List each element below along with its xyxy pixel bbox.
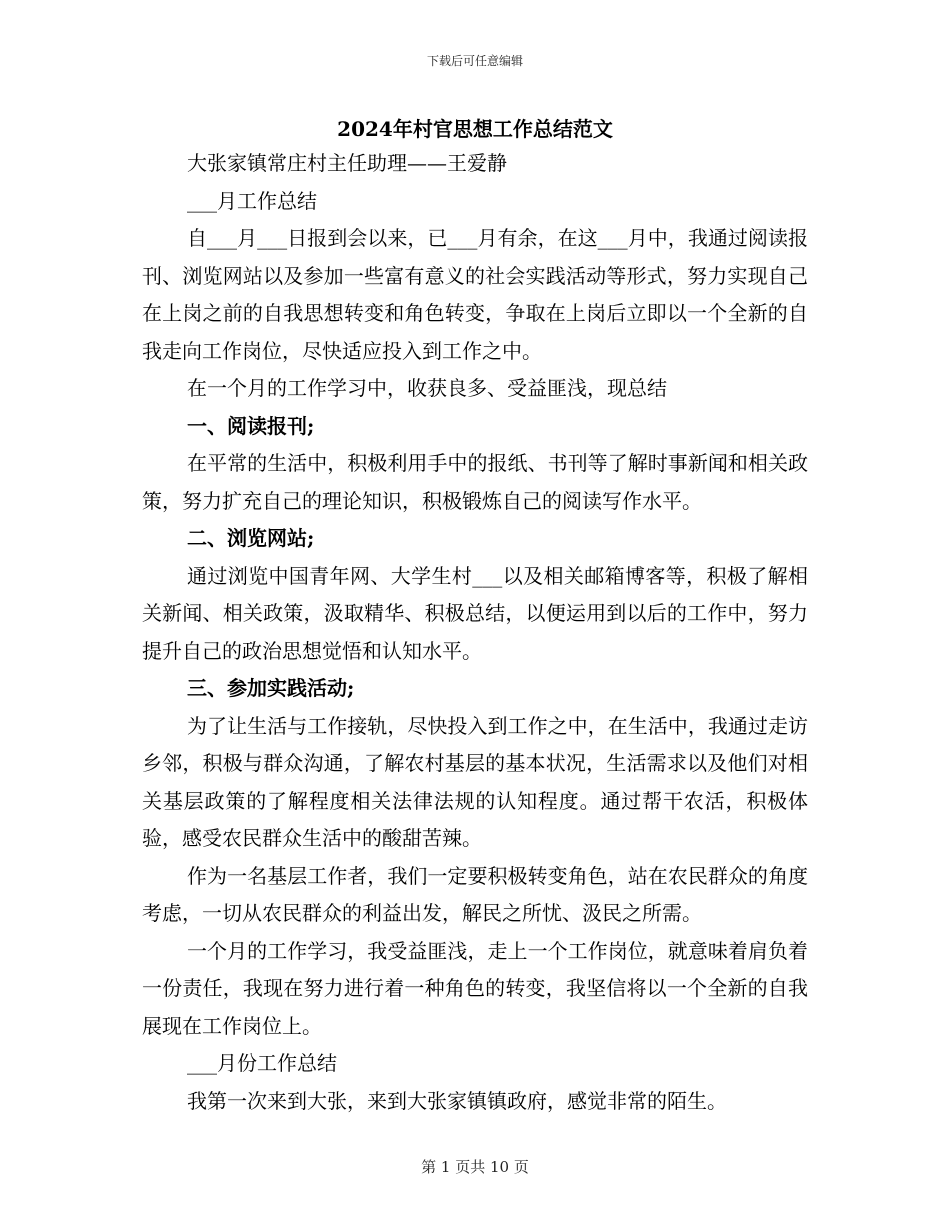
paragraph-role: 作为一名基层工作者，我们一定要积极转变角色，站在农民群众的角度考虑，一切从农民群众的利益出发，解民之所忧、汲民之所需。 [142,863,808,925]
document-title: 2024年村官思想工作总结范文 [337,117,613,141]
page-footer: 第 1 页共 10 页 [421,1158,529,1176]
paragraph-arrival: 我第一次来到大张，来到大张家镇镇政府，感觉非常的陌生。 [187,1088,727,1113]
paragraph-reading: 在平常的生活中，积极利用手中的报纸、书刊等了解时事新闻和相关政策，努力扩充自己的理论知识，积极锻炼自己的阅读写作水平。 [142,451,808,513]
heading-websites: 二、浏览网站; [187,526,315,550]
paragraph-intro: 自___月___日报到会以来，已___月有余，在这___月中，我通过阅读报刊、浏览网站以及参加一些富有意义的社会实践活动等形式，努力实现自己在上岗之前的自我思想转变和角色转变，争取在上岗后立即以一个全新的自我走向工作岗位，尽快适应投入到工作之中。 [142,226,808,363]
paragraph-conclusion: 一个月的工作学习，我受益匪浅，走上一个工作岗位，就意味着肩负着一份责任，我现在努力进行着一种角色的转变，我坚信将以一个全新的自我展现在工作岗位上。 [142,938,808,1038]
heading-reading: 一、阅读报刊; [187,413,315,438]
paragraph-practice: 为了让生活与工作接轨，尽快投入到工作之中，在生活中，我通过走访乡邻，积极与群众沟通，了解农村基层的基本状况，生活需求以及他们对相关基层政策的了解程度相关法律法规的认知程度。通过帮干农活，积极体验，感受农民群众生活中的酸甜苦辣。 [142,713,808,850]
heading-practice: 三、参加实践活动; [187,676,355,700]
section-title-monthly-summary: ___月份工作总结 [187,1051,337,1075]
document-body [142,113,808,1120]
paragraph-summary-lead: 在一个月的工作学习中，收获良多、受益匪浅，现总结 [187,376,667,400]
paragraph-websites: 通过浏览中国青年网、大学生村___以及相关邮箱博客等，积极了解相关新闻、相关政策，汲取精华、积极总结，以便运用到以后的工作中，努力提升自己的政治思想觉悟和认知水平。 [142,563,808,663]
author-line: 大张家镇常庄村主任助理——王爱静 [187,151,507,175]
section-title-month-summary: ___月工作总结 [187,188,317,213]
page-header: 下载后可任意编辑 [426,54,523,68]
